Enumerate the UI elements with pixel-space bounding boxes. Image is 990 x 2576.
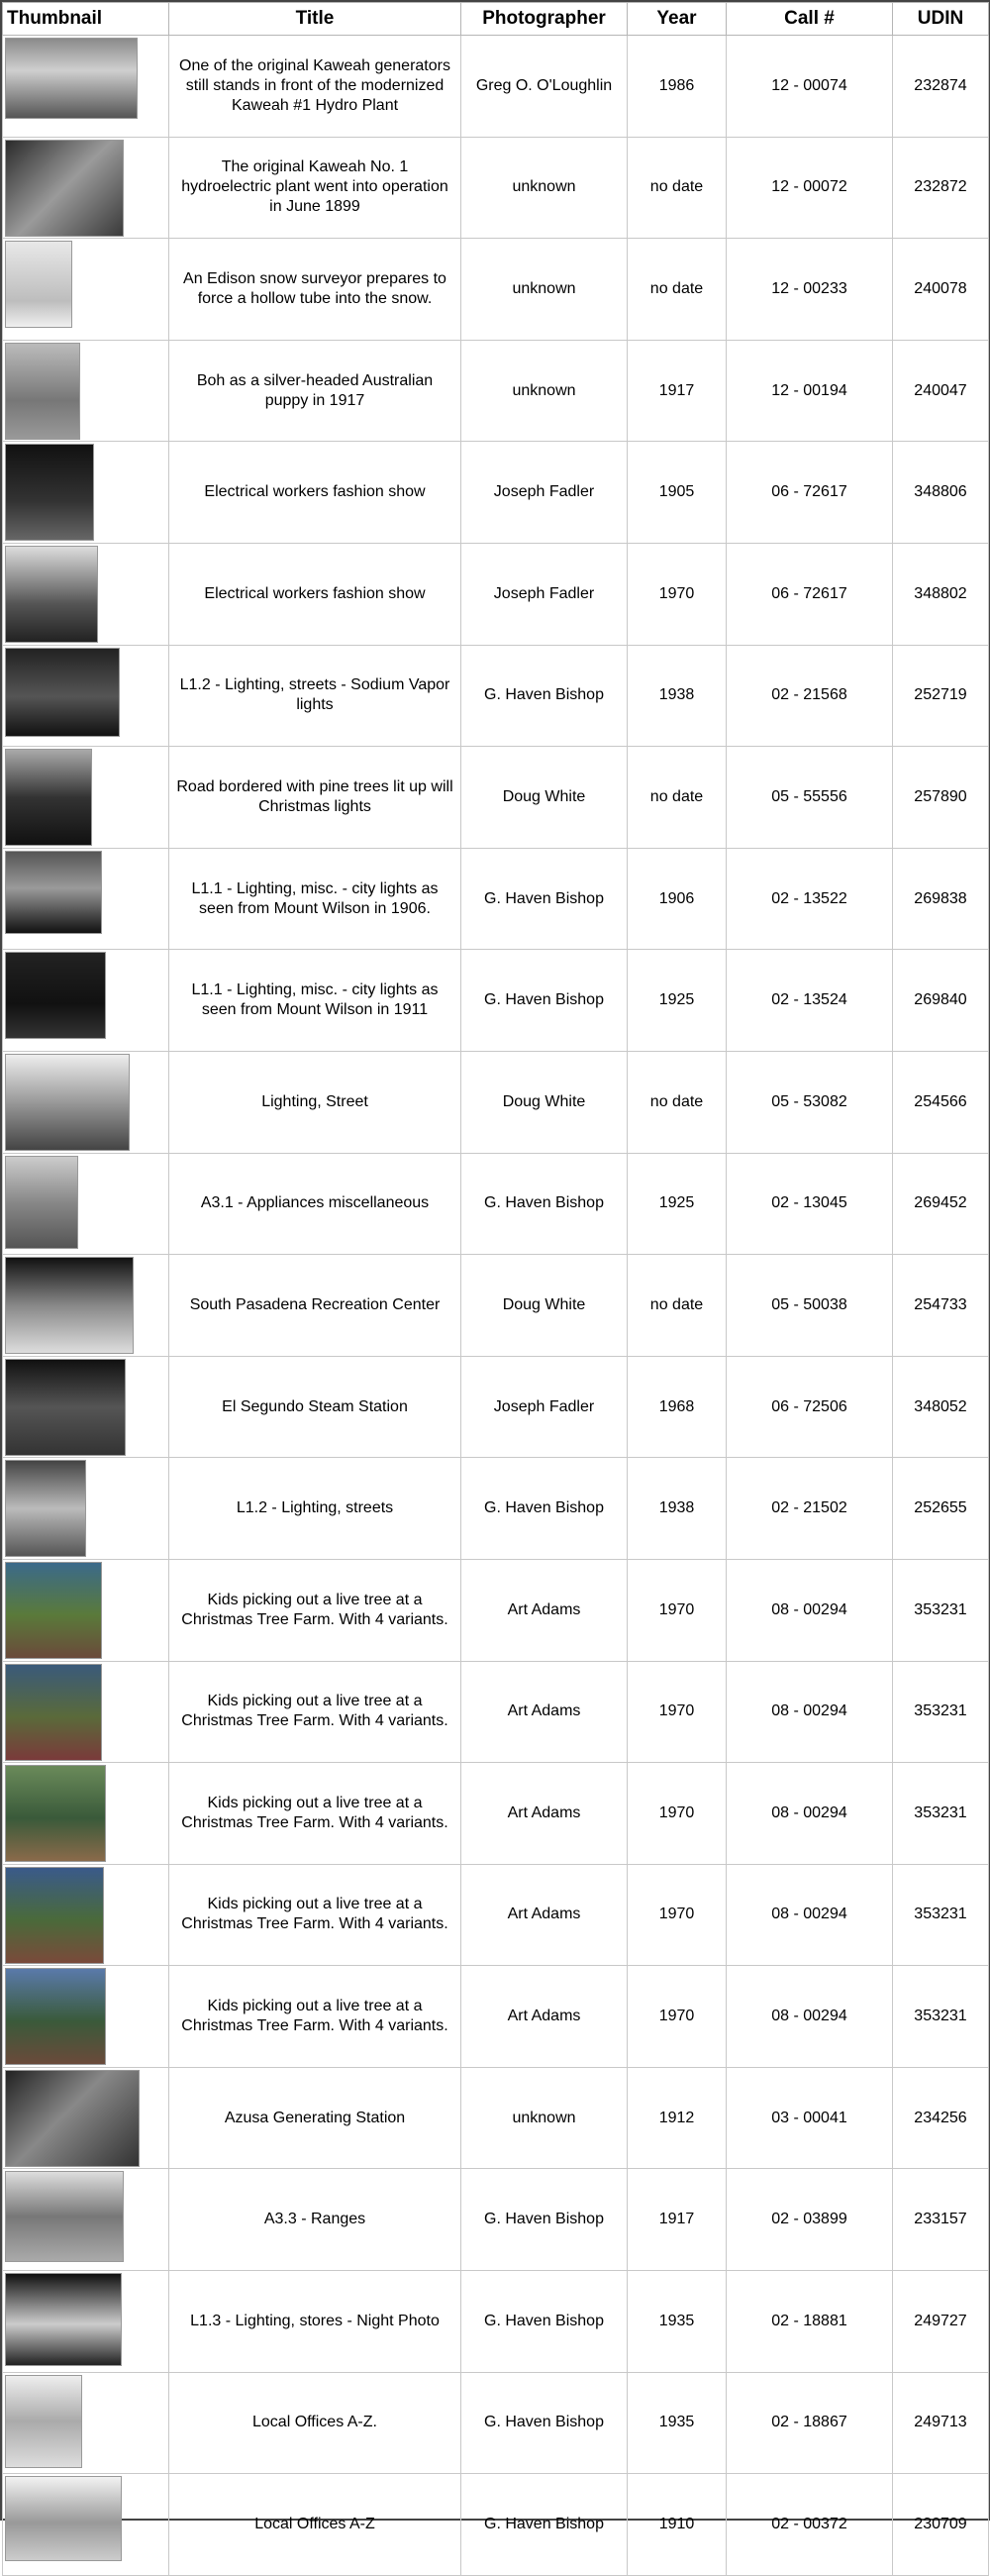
table-row (3, 1559, 989, 1661)
call-number-cell: 12 - 00074 (727, 36, 893, 138)
thumbnail-cell (3, 1153, 169, 1255)
udin-cell: 269452 (893, 1153, 989, 1255)
thumbnail-cell (3, 1661, 169, 1763)
table-row (3, 1966, 989, 2068)
table-row (3, 1356, 989, 1458)
udin-cell: 353231 (893, 1864, 989, 1966)
thumbnail-cell (3, 2169, 169, 2271)
photographer-cell: Joseph Fadler (461, 442, 628, 544)
year-cell: 1970 (628, 1966, 727, 2068)
thumbnail-image[interactable] (5, 2476, 122, 2561)
table-row (3, 1255, 989, 1357)
title-cell: L1.1 - Lighting, misc. - city lights as seen from Mount Wilson in 1906. (169, 848, 461, 950)
photo-archive-table (2, 2, 989, 2576)
thumbnail-image[interactable] (5, 241, 72, 328)
table-row (3, 2067, 989, 2169)
year-cell: 1905 (628, 442, 727, 544)
thumbnail-image[interactable] (5, 1460, 86, 1557)
year-cell: no date (628, 137, 727, 239)
call-number-cell: 08 - 00294 (727, 1966, 893, 2068)
thumbnail-cell (3, 2372, 169, 2474)
year-cell: 1938 (628, 645, 727, 747)
thumbnail-image[interactable] (5, 648, 120, 737)
thumbnail-image[interactable] (5, 1359, 126, 1456)
thumbnail-image[interactable] (5, 1257, 134, 1354)
udin-cell: 230709 (893, 2474, 989, 2576)
call-number-cell: 02 - 21502 (727, 1458, 893, 1560)
photographer-cell: G. Haven Bishop (461, 2372, 628, 2474)
year-cell: 1968 (628, 1356, 727, 1458)
photographer-cell: G. Haven Bishop (461, 2169, 628, 2271)
photographer-cell: Art Adams (461, 1864, 628, 1966)
year-cell: no date (628, 1255, 727, 1357)
thumbnail-image[interactable] (5, 140, 124, 237)
thumbnail-image[interactable] (5, 1054, 130, 1151)
title-cell: Kids picking out a live tree at a Christmas Tree Farm. With 4 variants. (169, 1864, 461, 1966)
photographer-cell: G. Haven Bishop (461, 848, 628, 950)
title-cell: El Segundo Steam Station (169, 1356, 461, 1458)
year-cell: 1906 (628, 848, 727, 950)
call-number-cell: 02 - 13522 (727, 848, 893, 950)
year-cell: no date (628, 747, 727, 849)
photographer-cell: unknown (461, 239, 628, 341)
call-number-cell: 08 - 00294 (727, 1559, 893, 1661)
thumbnail-cell (3, 1255, 169, 1357)
thumbnail-image[interactable] (5, 2375, 82, 2468)
thumbnail-image[interactable] (5, 1156, 78, 1249)
year-cell: 1935 (628, 2271, 727, 2373)
thumbnail-image[interactable] (5, 851, 102, 934)
call-number-cell: 05 - 55556 (727, 747, 893, 849)
year-cell: 1935 (628, 2372, 727, 2474)
table-row (3, 543, 989, 645)
thumbnail-image[interactable] (5, 343, 80, 440)
photographer-cell: Joseph Fadler (461, 1356, 628, 1458)
call-number-cell: 08 - 00294 (727, 1763, 893, 1865)
thumbnail-cell (3, 36, 169, 138)
table-row (3, 340, 989, 442)
photographer-cell: G. Haven Bishop (461, 1458, 628, 1560)
thumbnail-cell (3, 239, 169, 341)
photographer-cell: G. Haven Bishop (461, 950, 628, 1052)
table-row (3, 1763, 989, 1865)
thumbnail-cell (3, 1966, 169, 2068)
thumbnail-cell (3, 340, 169, 442)
udin-cell: 233157 (893, 2169, 989, 2271)
thumbnail-cell (3, 1559, 169, 1661)
year-cell: 1970 (628, 1661, 727, 1763)
thumbnail-image[interactable] (5, 1968, 106, 2065)
year-cell: 1970 (628, 1763, 727, 1865)
call-number-cell: 02 - 13045 (727, 1153, 893, 1255)
title-cell: Local Offices A-Z. (169, 2372, 461, 2474)
table-row (3, 442, 989, 544)
udin-cell: 240078 (893, 239, 989, 341)
udin-cell: 353231 (893, 1559, 989, 1661)
table-row (3, 1661, 989, 1763)
udin-cell: 234256 (893, 2067, 989, 2169)
table-row (3, 36, 989, 138)
header-udin: UDIN (893, 3, 989, 36)
call-number-cell: 02 - 21568 (727, 645, 893, 747)
year-cell: 1938 (628, 1458, 727, 1560)
photographer-cell: Art Adams (461, 1966, 628, 2068)
title-cell: L1.1 - Lighting, misc. - city lights as seen from Mount Wilson in 1911 (169, 950, 461, 1052)
udin-cell: 348806 (893, 442, 989, 544)
thumbnail-cell (3, 442, 169, 544)
udin-cell: 249713 (893, 2372, 989, 2474)
table-row (3, 2372, 989, 2474)
thumbnail-image[interactable] (5, 546, 98, 643)
thumbnail-cell (3, 848, 169, 950)
title-cell: L1.2 - Lighting, streets (169, 1458, 461, 1560)
year-cell: 1912 (628, 2067, 727, 2169)
thumbnail-cell (3, 2067, 169, 2169)
udin-cell: 269840 (893, 950, 989, 1052)
thumbnail-cell (3, 137, 169, 239)
udin-cell: 232874 (893, 36, 989, 138)
call-number-cell: 12 - 00233 (727, 239, 893, 341)
header-row (3, 3, 989, 36)
year-cell: 1910 (628, 2474, 727, 2576)
udin-cell: 348802 (893, 543, 989, 645)
title-cell: Lighting, Street (169, 1051, 461, 1153)
thumbnail-image[interactable] (5, 1562, 102, 1659)
photographer-cell: unknown (461, 137, 628, 239)
photographer-cell: Doug White (461, 747, 628, 849)
year-cell: 1925 (628, 1153, 727, 1255)
title-cell: Road bordered with pine trees lit up will Christmas lights (169, 747, 461, 849)
photographer-cell: Greg O. O'Loughlin (461, 36, 628, 138)
title-cell: One of the original Kaweah generators still stands in front of the modernized Kaweah #1 Hydro Plant (169, 36, 461, 138)
call-number-cell: 02 - 03899 (727, 2169, 893, 2271)
table-row (3, 239, 989, 341)
udin-cell: 353231 (893, 1763, 989, 1865)
table-row (3, 2169, 989, 2271)
thumbnail-image[interactable] (5, 1765, 106, 1862)
call-number-cell: 06 - 72617 (727, 543, 893, 645)
title-cell: Boh as a silver-headed Australian puppy in 1917 (169, 340, 461, 442)
udin-cell: 348052 (893, 1356, 989, 1458)
title-cell: Kids picking out a live tree at a Christmas Tree Farm. With 4 variants. (169, 1559, 461, 1661)
photographer-cell: unknown (461, 340, 628, 442)
thumbnail-cell (3, 1864, 169, 1966)
call-number-cell: 12 - 00072 (727, 137, 893, 239)
table-row (3, 950, 989, 1052)
year-cell: 1970 (628, 1559, 727, 1661)
table-row (3, 747, 989, 849)
thumbnail-cell (3, 1458, 169, 1560)
title-cell: Electrical workers fashion show (169, 543, 461, 645)
call-number-cell: 02 - 18881 (727, 2271, 893, 2373)
thumbnail-image[interactable] (5, 2273, 122, 2366)
table-row (3, 1864, 989, 1966)
year-cell: no date (628, 239, 727, 341)
title-cell: Kids picking out a live tree at a Christmas Tree Farm. With 4 variants. (169, 1966, 461, 2068)
table-row (3, 1153, 989, 1255)
thumbnail-cell (3, 2474, 169, 2576)
call-number-cell: 06 - 72617 (727, 442, 893, 544)
header-year: Year (628, 3, 727, 36)
thumbnail-cell (3, 950, 169, 1052)
photographer-cell: Doug White (461, 1255, 628, 1357)
thumbnail-image[interactable] (5, 2070, 140, 2167)
udin-cell: 252655 (893, 1458, 989, 1560)
title-cell: A3.1 - Appliances miscellaneous (169, 1153, 461, 1255)
udin-cell: 252719 (893, 645, 989, 747)
call-number-cell: 05 - 53082 (727, 1051, 893, 1153)
photographer-cell: G. Haven Bishop (461, 2474, 628, 2576)
title-cell: South Pasadena Recreation Center (169, 1255, 461, 1357)
photographer-cell: G. Haven Bishop (461, 645, 628, 747)
table-row (3, 1458, 989, 1560)
thumbnail-cell (3, 645, 169, 747)
year-cell: 1970 (628, 1864, 727, 1966)
photographer-cell: G. Haven Bishop (461, 1153, 628, 1255)
title-cell: Kids picking out a live tree at a Christmas Tree Farm. With 4 variants. (169, 1763, 461, 1865)
title-cell: L1.3 - Lighting, stores - Night Photo (169, 2271, 461, 2373)
udin-cell: 249727 (893, 2271, 989, 2373)
call-number-cell: 02 - 18867 (727, 2372, 893, 2474)
table-row (3, 137, 989, 239)
call-number-cell: 12 - 00194 (727, 340, 893, 442)
udin-cell: 257890 (893, 747, 989, 849)
photographer-cell: unknown (461, 2067, 628, 2169)
thumbnail-cell (3, 1356, 169, 1458)
thumbnail-cell (3, 2271, 169, 2373)
thumbnail-cell (3, 1051, 169, 1153)
photographer-cell: Art Adams (461, 1559, 628, 1661)
udin-cell: 232872 (893, 137, 989, 239)
photographer-cell: Doug White (461, 1051, 628, 1153)
photographer-cell: Art Adams (461, 1763, 628, 1865)
call-number-cell: 08 - 00294 (727, 1864, 893, 1966)
title-cell: Kids picking out a live tree at a Christmas Tree Farm. With 4 variants. (169, 1661, 461, 1763)
title-cell: An Edison snow surveyor prepares to force a hollow tube into the snow. (169, 239, 461, 341)
udin-cell: 269838 (893, 848, 989, 950)
thumbnail-image[interactable] (5, 749, 92, 846)
thumbnail-image[interactable] (5, 38, 138, 119)
header-title: Title (169, 3, 461, 36)
call-number-cell: 05 - 50038 (727, 1255, 893, 1357)
year-cell: 1925 (628, 950, 727, 1052)
udin-cell: 254733 (893, 1255, 989, 1357)
thumbnail-image[interactable] (5, 1664, 102, 1761)
title-cell: Azusa Generating Station (169, 2067, 461, 2169)
thumbnail-image[interactable] (5, 444, 94, 541)
title-cell: A3.3 - Ranges (169, 2169, 461, 2271)
photographer-cell: Art Adams (461, 1661, 628, 1763)
year-cell: 1917 (628, 2169, 727, 2271)
table-row (3, 1051, 989, 1153)
title-cell: Local Offices A-Z (169, 2474, 461, 2576)
year-cell: no date (628, 1051, 727, 1153)
year-cell: 1970 (628, 543, 727, 645)
call-number-cell: 02 - 00372 (727, 2474, 893, 2576)
title-cell: L1.2 - Lighting, streets - Sodium Vapor lights (169, 645, 461, 747)
thumbnail-image[interactable] (5, 1867, 104, 1964)
header-thumbnail: Thumbnail (3, 3, 169, 36)
thumbnail-cell (3, 543, 169, 645)
year-cell: 1917 (628, 340, 727, 442)
udin-cell: 254566 (893, 1051, 989, 1153)
call-number-cell: 06 - 72506 (727, 1356, 893, 1458)
title-cell: The original Kaweah No. 1 hydroelectric plant went into operation in June 1899 (169, 137, 461, 239)
header-call-number: Call # (727, 3, 893, 36)
title-cell: Electrical workers fashion show (169, 442, 461, 544)
table-row (3, 2271, 989, 2373)
header-photographer: Photographer (461, 3, 628, 36)
table-row (3, 848, 989, 950)
table-row (3, 2474, 989, 2576)
udin-cell: 353231 (893, 1966, 989, 2068)
thumbnail-cell (3, 1763, 169, 1865)
photographer-cell: Joseph Fadler (461, 543, 628, 645)
table-row (3, 645, 989, 747)
year-cell: 1986 (628, 36, 727, 138)
udin-cell: 240047 (893, 340, 989, 442)
photographer-cell: G. Haven Bishop (461, 2271, 628, 2373)
thumbnail-image[interactable] (5, 2171, 124, 2262)
thumbnail-image[interactable] (5, 952, 106, 1039)
thumbnail-cell (3, 747, 169, 849)
call-number-cell: 03 - 00041 (727, 2067, 893, 2169)
udin-cell: 353231 (893, 1661, 989, 1763)
call-number-cell: 02 - 13524 (727, 950, 893, 1052)
call-number-cell: 08 - 00294 (727, 1661, 893, 1763)
